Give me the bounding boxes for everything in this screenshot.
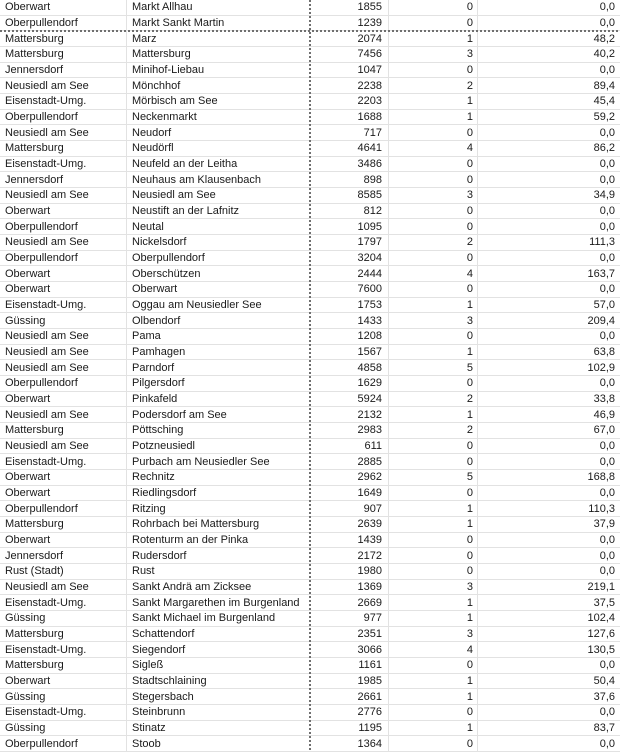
cell-district[interactable]: Güssing [0,611,127,626]
cell-rate[interactable]: 0,0 [599,1,615,14]
cell-population[interactable]: 2885 [310,454,389,469]
cell-rate[interactable]: 0,0 [599,549,615,562]
cell-district[interactable]: Jennersdorf [0,63,127,78]
cell-population[interactable]: 1047 [310,63,389,78]
cell-rate[interactable]: 37,9 [593,518,615,531]
cell-district[interactable]: Eisenstadt-Umg. [0,298,127,313]
cell-municipality[interactable]: Riedlingsdorf [132,486,197,499]
cell-population[interactable]: 1980 [310,564,389,579]
cell-count[interactable]: 0 [389,548,478,563]
cell-district[interactable]: Güssing [0,689,127,704]
cell-count[interactable]: 1 [389,94,478,109]
cell-population[interactable]: 2669 [310,595,389,610]
cell-population[interactable]: 977 [310,611,389,626]
cell-district[interactable]: Neusiedl am See [0,407,127,422]
cell-population[interactable]: 1369 [310,580,389,595]
cell-population[interactable]: 1567 [310,345,389,360]
cell-population[interactable]: 5924 [310,392,389,407]
cell-population[interactable]: 1753 [310,298,389,313]
cell-district[interactable]: Güssing [0,313,127,328]
cell-rate[interactable]: 102,9 [587,361,615,374]
cell-district[interactable]: Eisenstadt-Umg. [0,94,127,109]
cell-municipality[interactable]: Neudörfl [132,142,174,155]
cell-population[interactable]: 1649 [310,486,389,501]
cell-rate[interactable]: 0,0 [599,204,615,217]
cell-count[interactable]: 0 [389,454,478,469]
cell-population[interactable]: 7456 [310,47,389,62]
cell-municipality[interactable]: Rechnitz [132,471,175,484]
cell-rate[interactable]: 0,0 [599,16,615,29]
cell-rate[interactable]: 0,0 [599,706,615,719]
cell-population[interactable]: 1161 [310,658,389,673]
cell-rate[interactable]: 33,8 [593,392,615,405]
cell-population[interactable]: 1797 [310,235,389,250]
cell-population[interactable]: 4858 [310,360,389,375]
cell-district[interactable]: Neusiedl am See [0,580,127,595]
cell-municipality[interactable]: Neusiedl am See [132,189,216,202]
cell-municipality[interactable]: Potzneusiedl [132,439,195,452]
cell-rate[interactable]: 0,0 [599,737,615,750]
cell-district[interactable]: Neusiedl am See [0,78,127,93]
cell-municipality[interactable]: Nickelsdorf [132,236,187,249]
cell-count[interactable]: 4 [389,266,478,281]
cell-district[interactable]: Güssing [0,721,127,736]
cell-rate[interactable]: 163,7 [587,267,615,280]
cell-rate[interactable]: 0,0 [599,439,615,452]
cell-municipality[interactable]: Podersdorf am See [132,408,227,421]
page-break-horizontal-line[interactable] [0,30,620,32]
cell-district[interactable]: Mattersburg [0,627,127,642]
cell-district[interactable]: Mattersburg [0,31,127,46]
cell-count[interactable]: 1 [389,689,478,704]
cell-count[interactable]: 0 [389,16,478,31]
cell-count[interactable]: 0 [389,63,478,78]
cell-district[interactable]: Eisenstadt-Umg. [0,705,127,720]
cell-population[interactable]: 1985 [310,674,389,689]
cell-count[interactable]: 0 [389,705,478,720]
cell-count[interactable]: 1 [389,31,478,46]
cell-rate[interactable]: 0,0 [599,126,615,139]
cell-count[interactable]: 0 [389,564,478,579]
cell-rate[interactable]: 0,0 [599,377,615,390]
cell-rate[interactable]: 111,3 [589,236,615,249]
cell-rate[interactable]: 0,0 [599,173,615,186]
cell-district[interactable]: Mattersburg [0,517,127,532]
cell-population[interactable]: 4641 [310,141,389,156]
cell-municipality[interactable]: Pilgersdorf [132,377,185,390]
cell-count[interactable]: 1 [389,517,478,532]
cell-rate[interactable]: 0,0 [599,283,615,296]
cell-population[interactable]: 3204 [310,251,389,266]
cell-district[interactable]: Oberwart [0,533,127,548]
cell-count[interactable]: 0 [389,157,478,172]
cell-count[interactable]: 5 [389,360,478,375]
cell-count[interactable]: 1 [389,595,478,610]
cell-municipality[interactable]: Pinkafeld [132,392,178,405]
cell-municipality[interactable]: Ritzing [132,502,166,515]
cell-count[interactable]: 2 [389,392,478,407]
cell-population[interactable]: 1095 [310,219,389,234]
cell-rate[interactable]: 63,8 [593,345,615,358]
cell-count[interactable]: 2 [389,235,478,250]
cell-rate[interactable]: 209,4 [587,314,615,327]
cell-population[interactable]: 2444 [310,266,389,281]
cell-municipality[interactable]: Sigleß [132,659,164,672]
cell-municipality[interactable]: Pöttsching [132,424,184,437]
cell-count[interactable]: 0 [389,736,478,751]
cell-rate[interactable]: 102,4 [587,612,615,625]
cell-rate[interactable]: 50,4 [593,674,615,687]
cell-district[interactable]: Oberpullendorf [0,376,127,391]
cell-municipality[interactable]: Neufeld an der Leitha [132,157,238,170]
cell-municipality[interactable]: Steinbrunn [132,706,186,719]
cell-municipality[interactable]: Mörbisch am See [132,95,218,108]
cell-municipality[interactable]: Neckenmarkt [132,110,197,123]
cell-district[interactable]: Neusiedl am See [0,188,127,203]
cell-district[interactable]: Neusiedl am See [0,329,127,344]
cell-municipality[interactable]: Rust [132,565,155,578]
cell-rate[interactable]: 219,1 [587,580,615,593]
cell-count[interactable]: 0 [389,0,478,15]
cell-district[interactable]: Oberwart [0,674,127,689]
cell-population[interactable]: 611 [310,439,389,454]
cell-rate[interactable]: 46,9 [593,408,615,421]
cell-count[interactable]: 1 [389,407,478,422]
cell-count[interactable]: 2 [389,78,478,93]
cell-district[interactable]: Oberwart [0,486,127,501]
cell-municipality[interactable]: Stoob [132,737,161,750]
cell-municipality[interactable]: Neudorf [132,126,172,139]
cell-population[interactable]: 2172 [310,548,389,563]
cell-population[interactable]: 1208 [310,329,389,344]
cell-population[interactable]: 1439 [310,533,389,548]
cell-district[interactable]: Neusiedl am See [0,360,127,375]
cell-district[interactable]: Oberpullendorf [0,110,127,125]
cell-district[interactable]: Jennersdorf [0,172,127,187]
cell-rate[interactable]: 110,3 [588,502,615,515]
cell-population[interactable]: 8585 [310,188,389,203]
cell-district[interactable]: Rust (Stadt) [0,564,127,579]
cell-municipality[interactable]: Sankt Michael im Burgenland [132,612,276,625]
cell-district[interactable]: Oberpullendorf [0,251,127,266]
cell-district[interactable]: Oberpullendorf [0,501,127,516]
cell-population[interactable]: 2983 [310,423,389,438]
cell-municipality[interactable]: Oberpullendorf [132,251,205,264]
cell-municipality[interactable]: Mönchhof [132,79,181,92]
cell-count[interactable]: 0 [389,172,478,187]
cell-count[interactable]: 0 [389,329,478,344]
cell-rate[interactable]: 0,0 [599,157,615,170]
cell-population[interactable]: 1855 [310,0,389,15]
cell-rate[interactable]: 37,6 [593,690,615,703]
cell-rate[interactable]: 89,4 [593,79,615,92]
cell-municipality[interactable]: Pamhagen [132,345,186,358]
cell-district[interactable]: Oberwart [0,282,127,297]
cell-district[interactable]: Oberpullendorf [0,219,127,234]
cell-population[interactable]: 2203 [310,94,389,109]
cell-municipality[interactable]: Siegendorf [132,643,186,656]
cell-district[interactable]: Oberwart [0,470,127,485]
cell-count[interactable]: 0 [389,486,478,501]
cell-rate[interactable]: 57,0 [593,298,615,311]
cell-municipality[interactable]: Stadtschlaining [132,674,207,687]
cell-rate[interactable]: 130,5 [587,643,615,656]
cell-population[interactable]: 1195 [310,721,389,736]
cell-count[interactable]: 1 [389,110,478,125]
cell-rate[interactable]: 67,0 [593,424,615,437]
cell-count[interactable]: 0 [389,376,478,391]
cell-rate[interactable]: 0,0 [599,330,615,343]
cell-rate[interactable]: 0,0 [599,565,615,578]
cell-population[interactable]: 812 [310,204,389,219]
cell-district[interactable]: Mattersburg [0,47,127,62]
cell-rate[interactable]: 34,9 [593,189,615,202]
cell-municipality[interactable]: Oberschützen [132,267,201,280]
cell-municipality[interactable]: Rohrbach bei Mattersburg [132,518,260,531]
cell-district[interactable]: Neusiedl am See [0,235,127,250]
cell-rate[interactable]: 40,2 [593,48,615,61]
cell-rate[interactable]: 0,0 [599,533,615,546]
cell-count[interactable]: 2 [389,423,478,438]
cell-population[interactable]: 2351 [310,627,389,642]
cell-count[interactable]: 1 [389,721,478,736]
cell-count[interactable]: 5 [389,470,478,485]
cell-municipality[interactable]: Sankt Margarethen im Burgenland [132,596,300,609]
cell-district[interactable]: Mattersburg [0,141,127,156]
cell-population[interactable]: 2074 [310,31,389,46]
cell-rate[interactable]: 0,0 [599,455,615,468]
cell-municipality[interactable]: Olbendorf [132,314,181,327]
cell-district[interactable]: Eisenstadt-Umg. [0,642,127,657]
cell-district[interactable]: Eisenstadt-Umg. [0,454,127,469]
cell-municipality[interactable]: Neuhaus am Klausenbach [132,173,262,186]
cell-count[interactable]: 1 [389,611,478,626]
cell-count[interactable]: 0 [389,219,478,234]
cell-rate[interactable]: 59,2 [593,110,615,123]
cell-rate[interactable]: 0,0 [599,220,615,233]
cell-rate[interactable]: 83,7 [593,721,615,734]
cell-count[interactable]: 3 [389,313,478,328]
cell-count[interactable]: 0 [389,533,478,548]
cell-municipality[interactable]: Pama [132,330,161,343]
cell-count[interactable]: 0 [389,658,478,673]
cell-population[interactable]: 1364 [310,736,389,751]
cell-municipality[interactable]: Stegersbach [132,690,194,703]
cell-population[interactable]: 3486 [310,157,389,172]
cell-municipality[interactable]: Schattendorf [132,627,195,640]
cell-count[interactable]: 3 [389,627,478,642]
cell-population[interactable]: 3066 [310,642,389,657]
cell-rate[interactable]: 48,2 [593,32,615,45]
cell-municipality[interactable]: Neustift an der Lafnitz [132,204,240,217]
cell-rate[interactable]: 0,0 [599,63,615,76]
cell-population[interactable]: 2776 [310,705,389,720]
cell-count[interactable]: 0 [389,125,478,140]
cell-count[interactable]: 3 [389,47,478,62]
cell-municipality[interactable]: Mattersburg [132,48,191,61]
cell-population[interactable]: 1433 [310,313,389,328]
cell-count[interactable]: 3 [389,188,478,203]
cell-count[interactable]: 1 [389,674,478,689]
cell-district[interactable]: Neusiedl am See [0,345,127,360]
cell-count[interactable]: 4 [389,642,478,657]
cell-district[interactable]: Oberpullendorf [0,736,127,751]
cell-rate[interactable]: 127,6 [587,627,615,640]
cell-population[interactable]: 1239 [310,16,389,31]
cell-municipality[interactable]: Rotenturm an der Pinka [132,533,249,546]
cell-count[interactable]: 1 [389,501,478,516]
cell-district[interactable]: Oberwart [0,0,127,15]
cell-population[interactable]: 2661 [310,689,389,704]
cell-rate[interactable]: 0,0 [599,251,615,264]
cell-rate[interactable]: 0,0 [599,659,615,672]
cell-rate[interactable]: 168,8 [587,471,615,484]
cell-district[interactable]: Eisenstadt-Umg. [0,595,127,610]
cell-municipality[interactable]: Markt Sankt Martin [132,16,225,29]
cell-count[interactable]: 3 [389,580,478,595]
cell-count[interactable]: 4 [389,141,478,156]
cell-municipality[interactable]: Purbach am Neusiedler See [132,455,270,468]
cell-count[interactable]: 1 [389,345,478,360]
cell-municipality[interactable]: Markt Allhau [132,1,193,14]
cell-municipality[interactable]: Oberwart [132,283,178,296]
cell-rate[interactable]: 37,5 [593,596,615,609]
cell-municipality[interactable]: Sankt Andrä am Zicksee [132,580,252,593]
cell-population[interactable]: 2962 [310,470,389,485]
cell-municipality[interactable]: Marz [132,32,157,45]
cell-municipality[interactable]: Minihof-Liebau [132,63,205,76]
cell-count[interactable]: 0 [389,204,478,219]
cell-population[interactable]: 2639 [310,517,389,532]
cell-municipality[interactable]: Parndorf [132,361,175,374]
page-break-vertical-line[interactable] [309,0,311,752]
cell-district[interactable]: Eisenstadt-Umg. [0,157,127,172]
cell-population[interactable]: 898 [310,172,389,187]
cell-district[interactable]: Oberpullendorf [0,16,127,31]
cell-population[interactable]: 907 [310,501,389,516]
cell-population[interactable]: 2238 [310,78,389,93]
cell-district[interactable]: Oberwart [0,392,127,407]
cell-rate[interactable]: 45,4 [593,95,615,108]
cell-district[interactable]: Mattersburg [0,423,127,438]
cell-rate[interactable]: 86,2 [593,142,615,155]
cell-population[interactable]: 717 [310,125,389,140]
cell-population[interactable]: 2132 [310,407,389,422]
cell-district[interactable]: Jennersdorf [0,548,127,563]
cell-municipality[interactable]: Rudersdorf [132,549,187,562]
cell-rate[interactable]: 0,0 [599,486,615,499]
cell-count[interactable]: 0 [389,251,478,266]
cell-population[interactable]: 1688 [310,110,389,125]
cell-population[interactable]: 7600 [310,282,389,297]
cell-count[interactable]: 1 [389,298,478,313]
cell-district[interactable]: Oberwart [0,204,127,219]
cell-district[interactable]: Oberwart [0,266,127,281]
cell-district[interactable]: Neusiedl am See [0,439,127,454]
cell-municipality[interactable]: Oggau am Neusiedler See [132,298,262,311]
cell-count[interactable]: 0 [389,282,478,297]
cell-population[interactable]: 1629 [310,376,389,391]
cell-count[interactable]: 0 [389,439,478,454]
cell-municipality[interactable]: Stinatz [132,721,166,734]
cell-district[interactable]: Mattersburg [0,658,127,673]
cell-district[interactable]: Neusiedl am See [0,125,127,140]
cell-municipality[interactable]: Neutal [132,220,164,233]
